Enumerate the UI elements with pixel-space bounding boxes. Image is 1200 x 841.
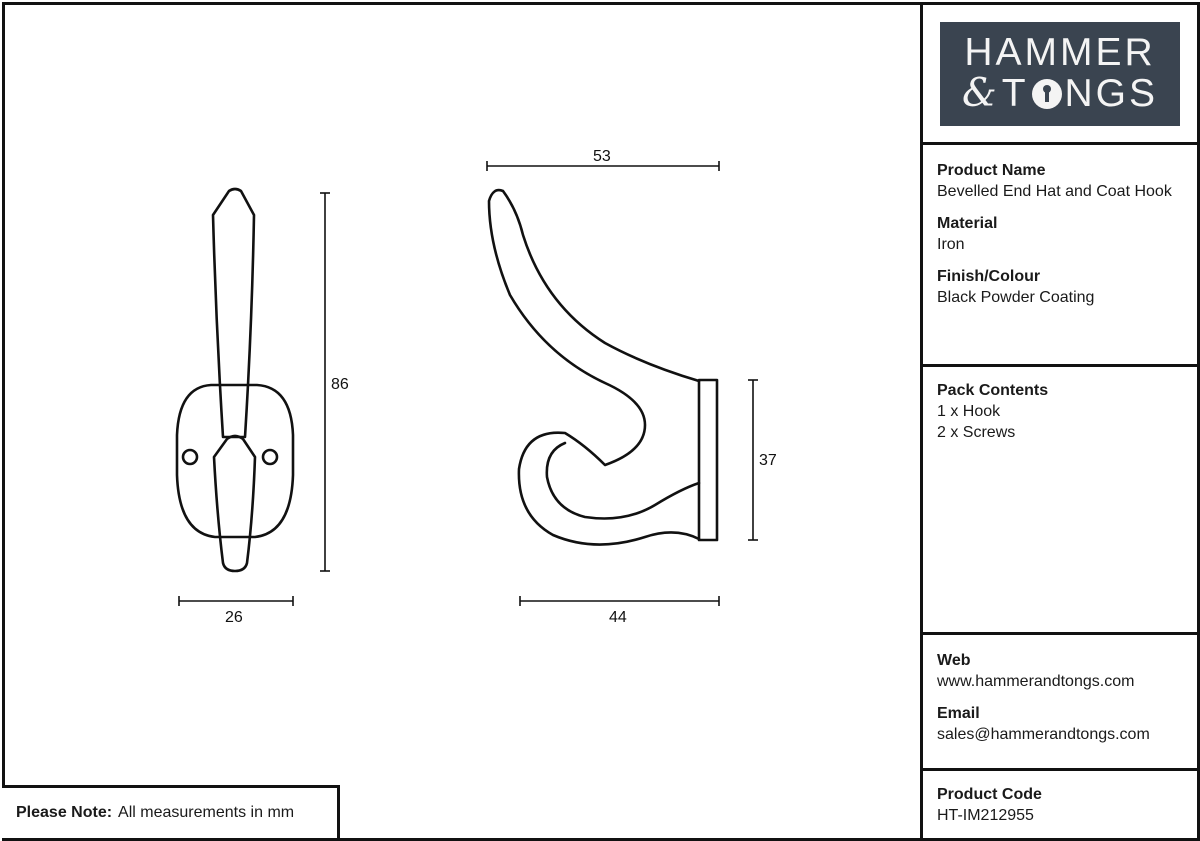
pack-contents-cell xyxy=(923,367,1197,635)
logo-cell xyxy=(923,5,1197,145)
front-lower-arm xyxy=(214,436,255,571)
logo-line2-pre: T xyxy=(1001,71,1029,115)
material-label: Material xyxy=(937,215,998,232)
product-code-value: HT-IM212955 xyxy=(937,807,1034,824)
measurement-note xyxy=(2,785,340,838)
product-info-cell xyxy=(923,145,1197,367)
product-name-field xyxy=(937,161,1183,202)
email-link[interactable]: sales@hammerandtongs.com xyxy=(937,726,1150,743)
material-field xyxy=(937,214,1183,255)
info-panel xyxy=(920,5,1197,838)
pack-contents-field xyxy=(937,381,1183,443)
brand-logo xyxy=(940,22,1180,126)
finish-field xyxy=(937,267,1183,308)
side-hook-profile xyxy=(489,190,699,544)
finish-value: Black Powder Coating xyxy=(937,289,1095,306)
dim-front-height: 86 xyxy=(331,376,349,393)
drawing-area xyxy=(5,5,920,838)
technical-drawing-sheet xyxy=(2,2,1200,841)
product-name-label: Product Name xyxy=(937,162,1046,179)
dim-side-bottom-width: 44 xyxy=(609,609,627,626)
dim-front-width: 26 xyxy=(225,609,243,626)
front-upper-arm xyxy=(213,189,254,437)
keyhole-icon xyxy=(1032,79,1062,109)
email-label: Email xyxy=(937,705,980,722)
dim-side-plate-height: 37 xyxy=(759,452,777,469)
hook-drawing xyxy=(5,5,920,838)
logo-line1: HAMMER xyxy=(964,30,1156,74)
contact-cell xyxy=(923,635,1197,771)
note-label: Please Note: xyxy=(16,804,113,821)
logo-line2 xyxy=(961,70,1159,116)
front-screw-hole-right xyxy=(263,450,277,464)
logo-line2-post: NGS xyxy=(1064,71,1159,115)
product-name-value: Bevelled End Hat and Coat Hook xyxy=(937,183,1172,200)
pack-item: 2 x Screws xyxy=(937,424,1016,441)
email-field xyxy=(937,704,1183,745)
pack-contents-label: Pack Contents xyxy=(937,382,1049,399)
logo-ampersand: & xyxy=(961,70,1000,116)
pack-item: 1 x Hook xyxy=(937,403,1001,420)
front-screw-hole-left xyxy=(183,450,197,464)
material-value: Iron xyxy=(937,236,965,253)
side-hook-inner xyxy=(547,443,699,519)
product-code-field xyxy=(937,785,1183,826)
note-text: All measurements in mm xyxy=(118,804,295,821)
web-link[interactable]: www.hammerandtongs.com xyxy=(937,673,1135,690)
finish-label: Finish/Colour xyxy=(937,268,1041,285)
dim-side-top-width: 53 xyxy=(593,148,611,165)
side-backplate xyxy=(699,380,717,540)
product-code-label: Product Code xyxy=(937,786,1042,803)
web-label: Web xyxy=(937,652,971,669)
product-code-cell xyxy=(923,771,1197,838)
web-field xyxy=(937,651,1183,692)
